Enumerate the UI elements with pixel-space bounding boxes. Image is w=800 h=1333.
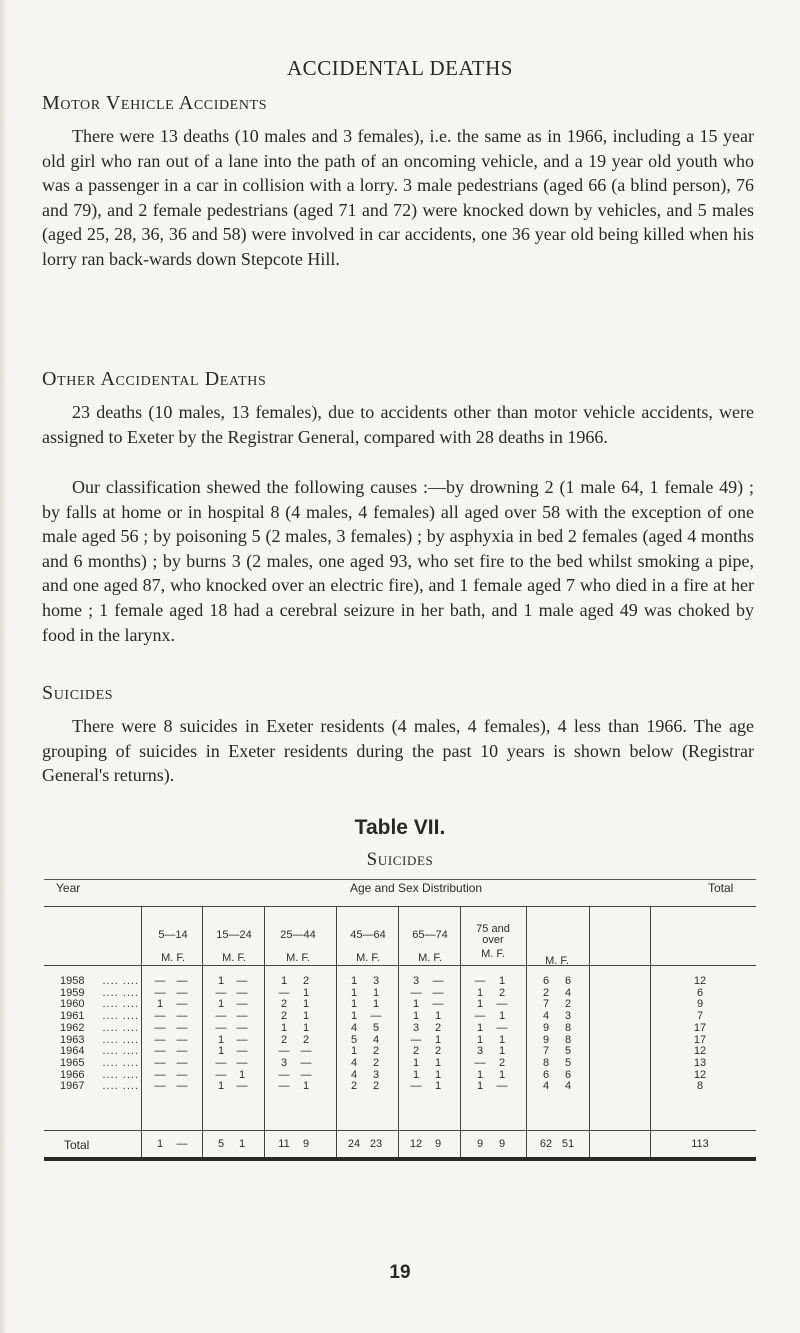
table-cell: — [370,1010,382,1023]
table-cell: 8 [564,1033,572,1046]
year-label [60,987,140,999]
year-label [60,1069,140,1081]
table-cell: — [300,1045,312,1058]
total-row-cell: 5 [217,1138,225,1150]
row-total-cell: 9 [696,998,704,1011]
table-cell: 3 [280,1056,288,1069]
table-cell: 1 [498,1068,506,1081]
year-value: 1966 [60,1068,85,1081]
table-cell: 1 [434,1068,442,1081]
age-group-label: 5—14 [158,929,188,941]
table-cell: 1 [350,1045,358,1058]
table-cell: — [236,1045,248,1058]
age-group-label: 15—24 [216,929,252,941]
year-value: 1962 [60,1021,85,1034]
table-cell: — [176,1010,188,1023]
total-row-cell: 9 [476,1138,484,1150]
total-row-cell: 51 [561,1138,575,1150]
table-cell: 4 [542,1010,550,1023]
age-group-header [464,924,522,960]
table-cell: — [176,975,188,987]
total-row-cell: — [176,1138,188,1150]
table-column-divider [336,906,337,1157]
age-group-header [339,930,397,964]
table-cell: 1 [280,975,288,987]
paragraph-suicides: There were 8 suicides in Exeter residents (4 males, 4 females), 4 less than 1966. The age grouping of suicides in Exeter residents during the past 10 years is shown below (Registrar General's returns). [42,716,754,786]
table-cell: 1 [412,998,420,1011]
table-cell: 4 [350,1021,358,1034]
table-cell: — [236,1080,248,1093]
table-cell: 1 [412,1056,420,1069]
total-row-label: Total [64,1138,90,1152]
leader-dots: .... .... [102,1033,139,1046]
year-label [60,975,140,987]
section-heading-other-accidental: Other Accidental Deaths [42,368,267,390]
table-cell: 1 [498,975,506,987]
male-female-label: M. F. [418,952,442,964]
table-cell: 1 [434,1010,442,1023]
table-cell: — [154,1068,166,1081]
year-label [60,1022,140,1034]
leader-dots: .... .... [102,1080,139,1093]
table-cell: 3 [372,975,380,987]
row-total-cell: 8 [696,1080,704,1093]
table-cell: — [154,986,166,999]
table-cell: 1 [350,998,358,1011]
section-heading-suicides: Suicides [42,682,114,704]
table-cell: 1 [302,1021,310,1034]
age-group-label-line2: over [482,934,504,946]
table-cell: 2 [372,1045,380,1058]
male-female-label: M. F. [286,952,310,964]
table-cell: — [176,1068,188,1081]
total-row-cell: 1 [238,1138,246,1150]
table-cell: — [176,998,188,1011]
age-group-header [269,930,327,964]
table-cell: — [474,975,486,987]
total-row-cell: 24 [347,1138,361,1150]
table-cell: 5 [564,1056,572,1069]
table-cell: — [300,1056,312,1069]
table-cell: 2 [280,1033,288,1046]
table-cell: 2 [302,975,310,987]
total-row-cell: 62 [539,1138,553,1150]
total-row-cell: 9 [434,1138,442,1150]
table-cell: 2 [542,986,550,999]
table-cell: 2 [498,1056,506,1069]
table-cell: 2 [412,1045,420,1058]
row-total-cell: 12 [693,975,707,987]
table-cell: — [215,1010,227,1023]
leader-dots: .... .... [102,1068,139,1081]
table-cell: 3 [412,975,420,987]
row-total-cell: 7 [696,1010,704,1023]
paragraph-other-accidental-1: 23 deaths (10 males, 13 females), due to accidents other than motor vehicle accidents, were assigned to Exeter by the Registrar General, compared with 28 deaths in 1966. [42,402,754,447]
leader-dots: .... .... [102,1021,139,1034]
table-cell: 2 [350,1080,358,1093]
table-cell: 3 [372,1068,380,1081]
table-cell: — [176,986,188,999]
header-year: Year [56,881,81,895]
table-column-divider [589,906,590,1157]
table-cell: 1 [476,1033,484,1046]
table-cell: — [278,1080,290,1093]
leader-dots: .... .... [102,1010,139,1023]
table-cell: 1 [238,1068,246,1081]
table-cell: 1 [217,1045,225,1058]
row-total-cell: 17 [693,1033,707,1046]
table-cell: — [236,1056,248,1069]
table-cell: — [474,1010,486,1023]
table-cell: 1 [372,998,380,1011]
table-cell: — [496,998,508,1011]
table-cell: 2 [372,1080,380,1093]
table-cell: 6 [542,975,550,987]
table-cell: — [176,1021,188,1034]
table-title: Table VII. [354,816,446,839]
table-cell: 1 [217,998,225,1011]
leader-dots: .... .... [102,986,139,999]
table-cell: 5 [372,1021,380,1034]
year-label [60,1057,140,1069]
table-cell: — [236,986,248,999]
table-cell: — [410,1080,422,1093]
table-cell: 1 [434,1033,442,1046]
table-cell: — [236,1033,248,1046]
table-cell: — [154,1056,166,1069]
table-cell: — [215,1021,227,1034]
table-cell: 7 [542,1045,550,1058]
table-cell: 1 [476,1080,484,1093]
table-cell: 1 [217,1033,225,1046]
year-label [60,1010,140,1022]
table-cell: 1 [280,1021,288,1034]
table-cell: — [154,1010,166,1023]
grand-total-cell: 113 [691,1138,709,1150]
row-total-cell: 12 [693,1045,707,1058]
table-cell: — [410,986,422,999]
table-bottom-rule [44,1157,756,1161]
header-total: Total [708,881,734,895]
table-cell: — [496,1080,508,1093]
row-total-cell: 17 [693,1021,707,1034]
table-cell: 3 [564,1010,572,1023]
table-cell: 1 [350,1010,358,1023]
table-cell: — [432,975,444,987]
age-group-label: 75 and [476,923,510,935]
table-cell: 1 [217,1080,225,1093]
total-row-cell: 1 [156,1138,164,1150]
leader-dots: .... .... [102,998,139,1011]
paragraph-motor-vehicle: There were 13 deaths (10 males and 3 females), i.e. the same as in 1966, including a 15 year old girl who ran out of a lane into the path of an oncoming vehicle, and a 19 year old youth who was a passenger in a car in collision with a lorry. 3 male pedestrians (aged 66 (a blind person), 76 and 79), and 2 female pedestrians (aged 71 and 72) were knocked down by vehicles, and 5 males (aged 25, 28, 36, 36 and 58) were involved in car accidents, one 36 year old being killed when his lorry ran back-wards down Stepcote Hill. [42,126,754,269]
table-cell: 7 [542,998,550,1011]
year-value: 1965 [60,1056,85,1069]
table-cell: — [236,975,248,987]
table-cell: — [176,1033,188,1046]
table-cell: — [176,1080,188,1093]
table-cell: 2 [372,1056,380,1069]
table-column-divider [398,906,399,1157]
table-cell: — [278,986,290,999]
table-column-divider [460,906,461,1157]
table-cell: 4 [350,1056,358,1069]
table-cell: — [236,1021,248,1034]
table-column-divider [650,906,651,1157]
table-cell: 1 [217,975,225,987]
age-group-header [205,930,263,964]
table-cell: 1 [302,1010,310,1023]
table-cell: 2 [302,1033,310,1046]
table-cell: 4 [542,1080,550,1093]
table-cell: — [474,1056,486,1069]
table-cell: — [236,998,248,1011]
leader-dots: .... .... [102,1056,139,1069]
table-cell: — [278,1045,290,1058]
page-number: 19 [389,1262,411,1283]
age-group-header [144,930,202,964]
table-cell: — [154,1021,166,1034]
paragraph-other-accidental-2: Our classification shewed the following causes :—by drowning 2 (1 male 64, 1 female 49) ; by falls at home or in hospital 8 (4 males, 4 females) all aged over 58 with the exception of one male aged 56 ; by poisoning 5 (2 males, 3 females) ; by asphyxia in bed 2 females (aged 4 months and 6 months) ; by burns 3 (2 males, one aged 93, who set fire to the bed whilst smoking a pipe, and one aged 87, who knocked over an electric fire), and 1 female aged 7 who died in a fire at her home ; 1 female aged 18 had a cerebral seizure in her bath, and 1 male aged 49 was choked by food in the larynx. [42,477,754,645]
table-cell: — [410,1033,422,1046]
total-row-cell: 9 [498,1138,506,1150]
male-female-label: M. F. [222,952,246,964]
table-cell: 2 [280,1010,288,1023]
table-cell: — [215,1056,227,1069]
year-label [60,1045,140,1057]
row-total-cell: 6 [696,986,704,999]
table-subtitle: Suicides [366,849,434,870]
table-cell: 1 [434,1080,442,1093]
row-total-cell: 12 [693,1068,707,1081]
total-row-cell: 11 [278,1138,290,1150]
table-cell: — [154,1045,166,1058]
table-cell: 5 [564,1045,572,1058]
table-cell: 1 [156,998,164,1011]
table-cell: 1 [412,1010,420,1023]
table-cell: 1 [476,1068,484,1081]
table-cell: 1 [350,986,358,999]
table-cell: 4 [564,986,572,999]
table-cell: 2 [434,1045,442,1058]
table-top-rule [44,879,756,880]
table-cell: 1 [412,1068,420,1081]
table-cell: 1 [302,986,310,999]
table-cell: — [236,1010,248,1023]
age-group-label: 25—44 [280,929,316,941]
year-value: 1959 [60,986,85,999]
age-group-header [528,930,586,967]
year-value: 1964 [60,1045,85,1058]
section-heading-motor-vehicle: Motor Vehicle Accidents [42,92,268,114]
table-cell: 2 [564,998,572,1011]
table-cell: — [300,1068,312,1081]
table-cell: 2 [280,998,288,1011]
table-cell: — [176,1056,188,1069]
table-cell: — [176,1045,188,1058]
table-cell: — [496,1021,508,1034]
total-row-cell: 9 [302,1138,310,1150]
table-cell: 4 [350,1068,358,1081]
table-cell: — [432,998,444,1011]
table-cell: 6 [564,975,572,987]
leader-dots: .... .... [102,975,139,987]
table-cell: 2 [434,1021,442,1034]
table-column-divider [202,906,203,1157]
age-group-label: 65—74 [412,929,448,941]
table-cell: — [432,986,444,999]
age-group-label: 45—64 [350,929,386,941]
table-cell: 1 [372,986,380,999]
table-cell: 2 [498,986,506,999]
table-cell: — [154,1033,166,1046]
table-cell: 1 [350,975,358,987]
leader-dots: .... .... [102,1045,139,1058]
table-cell: 1 [302,1080,310,1093]
total-row-cell: 12 [409,1138,423,1150]
male-female-label: M. F. [545,955,569,967]
table-cell: 4 [564,1080,572,1093]
table-column-divider [264,906,265,1157]
year-value: 1967 [60,1080,85,1093]
year-label [60,1080,140,1092]
table-cell: 9 [542,1033,550,1046]
table-cell: — [215,986,227,999]
table-cell: 1 [434,1056,442,1069]
table-cell: 8 [542,1056,550,1069]
table-cell: 5 [350,1033,358,1046]
table-cell: 1 [476,1021,484,1034]
year-value: 1960 [60,998,85,1011]
male-female-label: M. F. [161,952,185,964]
table-cell: 3 [476,1045,484,1058]
table-cell: 4 [372,1033,380,1046]
table-cell: 6 [564,1068,572,1081]
table-cell: 1 [476,998,484,1011]
year-value: 1958 [60,975,85,987]
male-female-label: M. F. [481,948,505,960]
year-value: 1961 [60,1010,85,1023]
year-label [60,1034,140,1046]
table-cell: 1 [302,998,310,1011]
table-cell: — [215,1068,227,1081]
table-cell: — [154,975,166,987]
male-female-label: M. F. [356,952,380,964]
table-cell: 1 [498,1033,506,1046]
table-cell: 6 [542,1068,550,1081]
table-cell: 1 [498,1045,506,1058]
row-total-cell: 13 [693,1056,707,1069]
table-cell: 1 [476,986,484,999]
header-age-sex-distribution: Age and Sex Distribution [350,881,483,895]
year-value: 1963 [60,1033,85,1046]
table-cell: 3 [412,1021,420,1034]
year-label [60,998,140,1010]
table-column-divider [526,906,527,1157]
age-group-header [401,930,459,964]
total-row-cell: 23 [369,1138,383,1150]
table-cell: 1 [498,1010,506,1023]
table-cell: — [278,1068,290,1081]
table-cell: 9 [542,1021,550,1034]
page-title: ACCIDENTAL DEATHS [287,56,513,80]
table-cell: 8 [564,1021,572,1034]
table-column-divider [141,906,142,1157]
table-cell: — [154,1080,166,1093]
